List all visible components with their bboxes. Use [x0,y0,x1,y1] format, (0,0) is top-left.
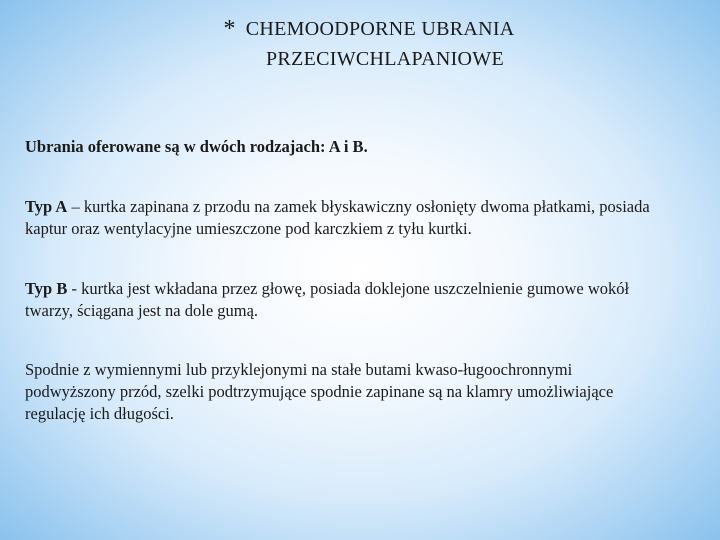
type-a-text: – kurtka zapinana z przodu na zamek błyskawiczny osłonięty dwoma płatkami, posiada kaptur oraz wentylacyjne umieszczone pod karczkiem z tyłu kurtki. [25,197,650,238]
intro-paragraph: Ubrania oferowane są w dwóch rodzajach: A i B. [25,137,368,156]
type-b-label: Typ B [25,279,68,298]
type-a-paragraph [25,196,665,240]
slide-title [0,14,720,74]
type-b-text: - kurtka jest wkładana przez głowę, posiada doklejone uszczelnienie gumowe wokół twarzy, ściągana jest na dole gumą. [25,279,630,320]
type-b-paragraph [25,278,665,322]
asterisk-bullet-icon: * [223,16,236,42]
trousers-paragraph: Spodnie z wymiennymi lub przyklejonymi na stałe butami kwaso-ługoochronnymi podwyższony przód, szelki podtrzymujące spodnie zapinane są na klamry umożliwiające regulację ich długości. [25,360,614,423]
title-line-1: CHEMOODPORNE UBRANIA [245,18,515,40]
type-a-label: Typ A [25,197,68,216]
title-line-2: PRZECIWCHLAPANIOWE [266,48,504,70]
slide-body [25,136,665,425]
